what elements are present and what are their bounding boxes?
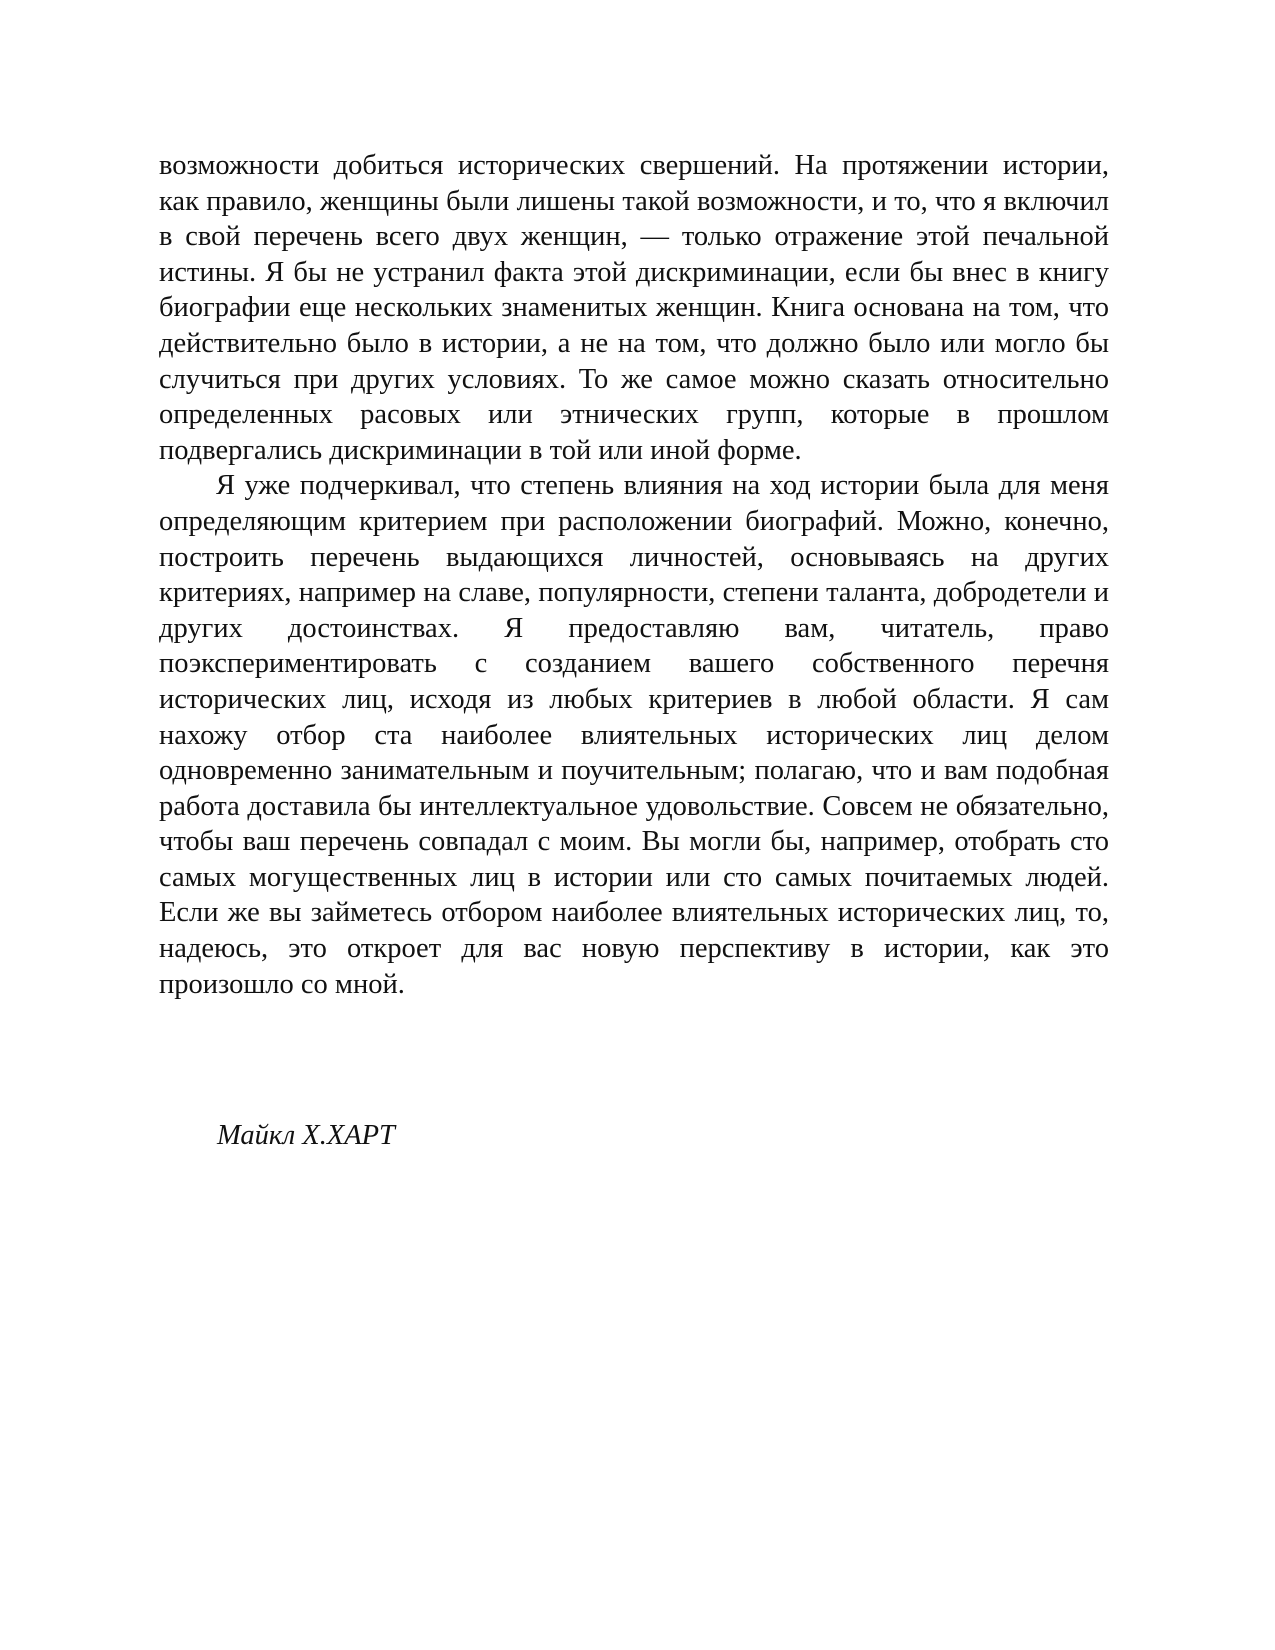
body-text (159, 148, 1109, 1002)
author-signature: Майкл Х.ХАРТ (217, 1120, 395, 1151)
paragraph-continued: возможности добиться исторических свершений. На протяжении истории, как правило, женщины были лишены такой возможности, и то, что я включил в свой перечень всего двух женщин, — только отражение этой печальной истины. Я бы не устранил факта этой дискриминации, если бы внес в книгу биографии еще нескольких знаменитых женщин. Книга основана на том, что действительно было в истории, а не на том, что должно было или могло бы случиться при других условиях. То же самое можно сказать относительно определенных расовых или этнических групп, которые в прошлом подвергались дискриминации в той или иной форме. (159, 150, 1109, 466)
paragraph-criteria: Я уже подчеркивал, что степень влияния на ход истории была для меня определяющим критерием при расположении биографий. Можно, конечно, построить перечень выдающихся личностей, основываясь на других критериях, например на славе, популярности, степени таланта, добродетели и других достоинствах. Я предоставляю вам, читатель, право поэкспериментировать с созданием вашего собственного перечня исторических лиц, исходя из любых критериев в любой области. Я сам нахожу отбор ста наиболее влиятельных исторических лиц делом одновременно занимательным и поучительным; полагаю, что и вам подобная работа доставила бы интеллектуальное удовольствие. Совсем не обязательно, чтобы ваш перечень совпадал с моим. Вы могли бы, например, отобрать сто самых могущественных лиц в истории или сто самых почитаемых людей. Если же вы займетесь отбором наиболее влиятельных исторических лиц, то, надеюсь, это откроет для вас новую перспективу в истории, как это произошло со мной. (159, 470, 1109, 1000)
